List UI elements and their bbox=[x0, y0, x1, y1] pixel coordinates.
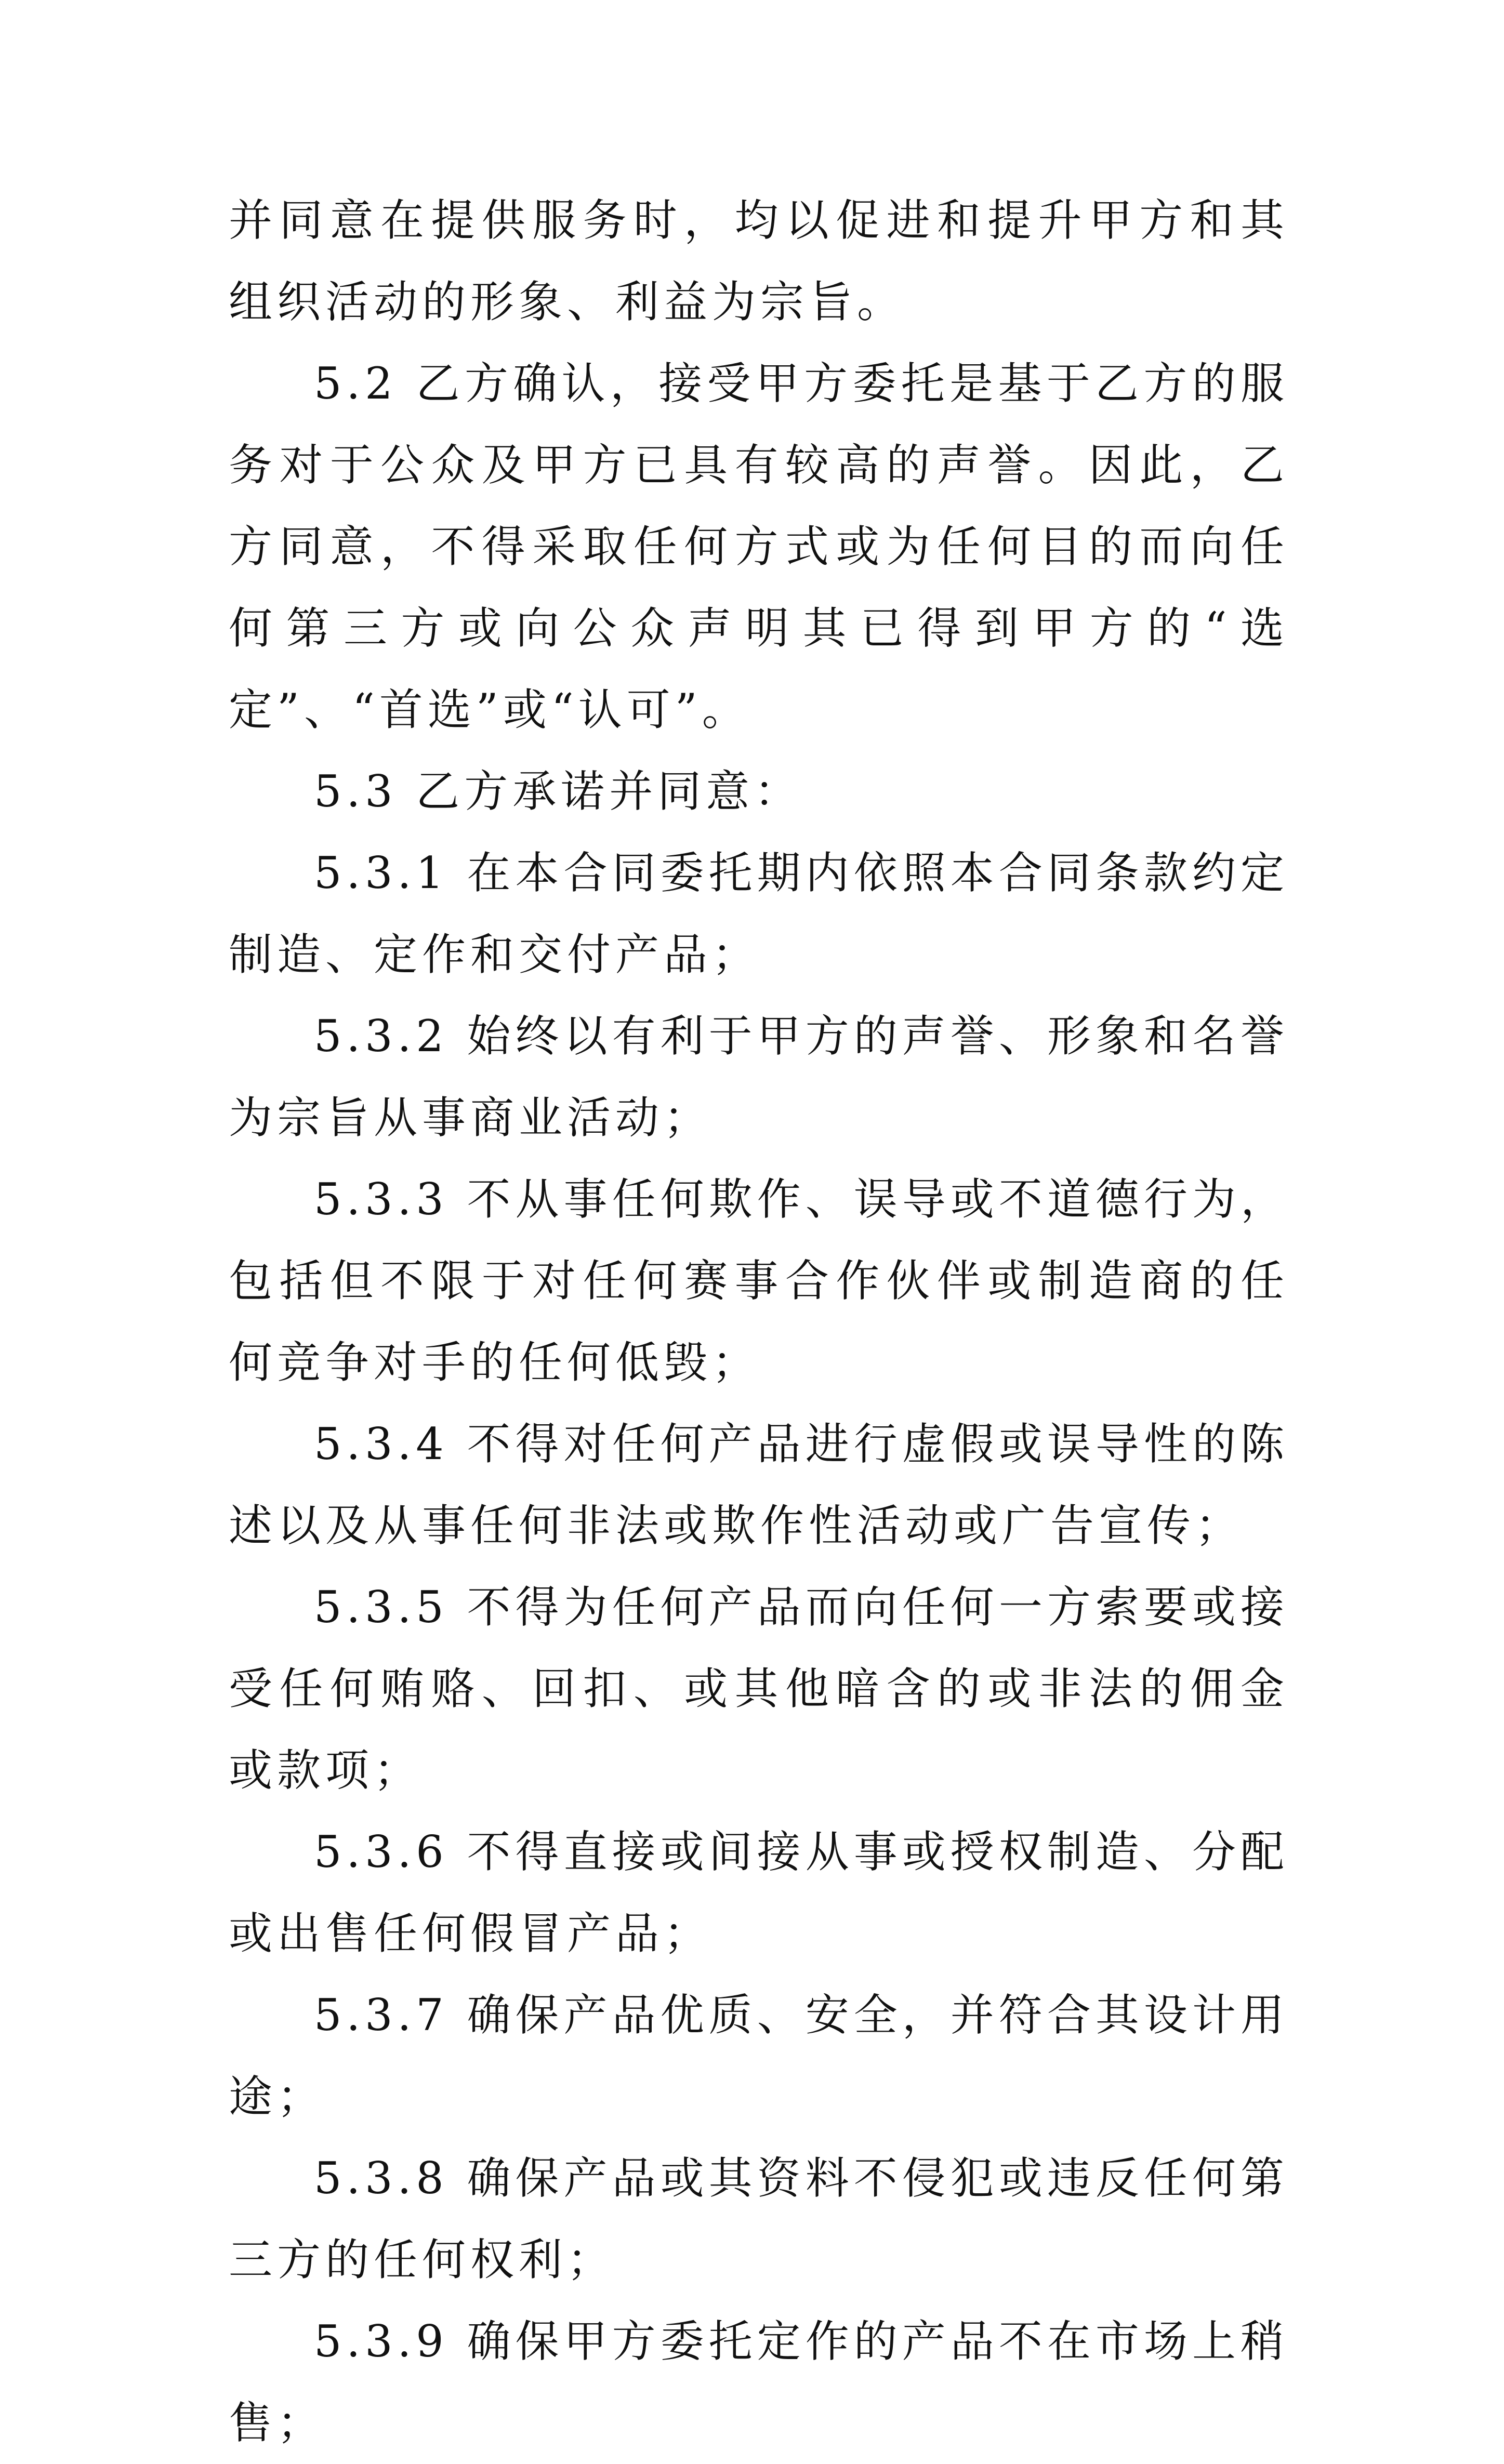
clause-5-3: 5.3 乙方承诺并同意： bbox=[314, 766, 803, 817]
paragraph-continuation: 并同意在提供服务时，均以促进和提升甲方和其组织活动的形象、利益为宗旨。 bbox=[229, 195, 1289, 327]
clause-5-3-9: 5.3.9 确保甲方委托定作的产品不在市场上稍售； bbox=[229, 2316, 1289, 2448]
clause-5-3-7: 5.3.7 确保产品优质、安全，并符合其设计用途； bbox=[229, 1990, 1289, 2122]
document-body bbox=[229, 180, 1289, 2464]
clause-5-2: 5.2 乙方确认，接受甲方委托是基于乙方的服务对于公众及甲方已具有较高的声誉。因此，乙方同意，不得采取任何方式或为任何目的而向任何第三方或向公众声明其已得到甲方的“选定”、“首选”或“认可”。 bbox=[229, 358, 1289, 735]
clause-5-3-5: 5.3.5 不得为任何产品而向任何一方索要或接受任何贿赂、回扣、或其他暗含的或非法的佣金或款项； bbox=[229, 1582, 1289, 1796]
clause-5-3-4: 5.3.4 不得对任何产品进行虚假或误导性的陈述以及从事任何非法或欺作性活动或广告宣传； bbox=[229, 1419, 1289, 1551]
clause-5-3-8: 5.3.8 确保产品或其资料不侵犯或违反任何第三方的任何权利； bbox=[229, 2153, 1289, 2285]
clause-5-3-2: 5.3.2 始终以有利于甲方的声誉、形象和名誉为宗旨从事商业活动； bbox=[229, 1011, 1289, 1143]
clause-5-3-3: 5.3.3 不从事任何欺作、误导或不道德行为，包括但不限于对任何赛事合作伙伴或制造商的任何竞争对手的任何低毁； bbox=[229, 1174, 1289, 1388]
clause-5-3-1: 5.3.1 在本合同委托期内依照本合同条款约定制造、定作和交付产品； bbox=[229, 847, 1289, 980]
clause-5-3-6: 5.3.6 不得直接或间接从事或授权制造、分配或出售任何假冒产品； bbox=[229, 1826, 1289, 1959]
